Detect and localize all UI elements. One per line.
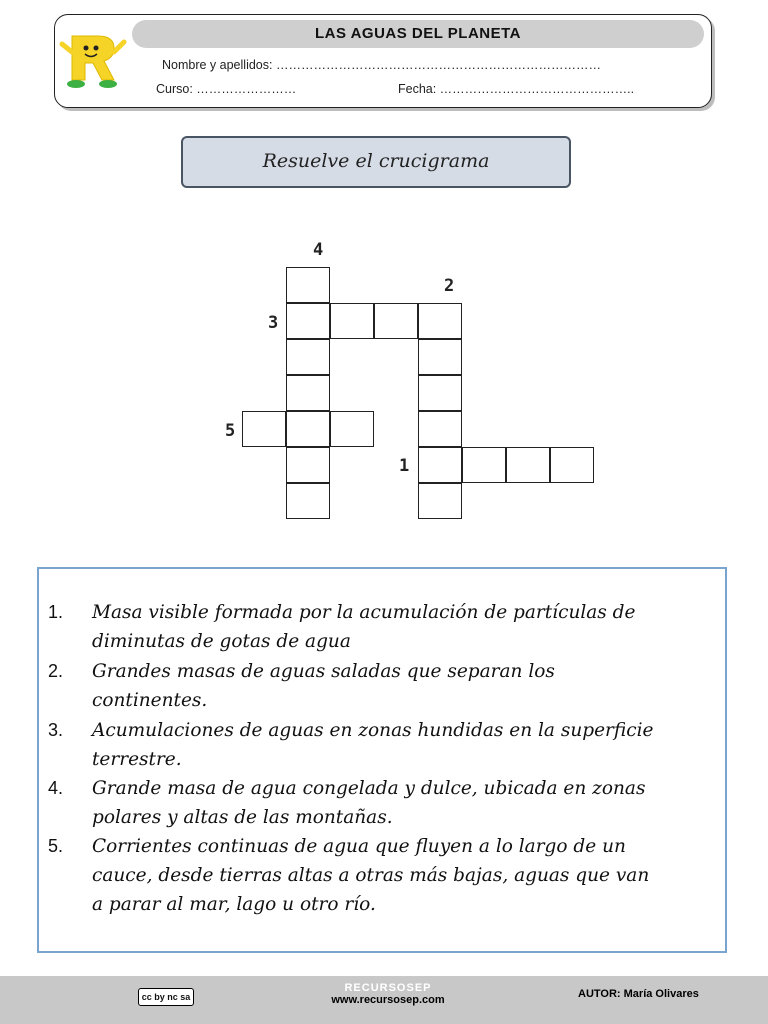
clue-number-4: 4 <box>313 240 324 260</box>
clue-item-text: Grandes masas de aguas saladas que separan los <box>92 661 555 682</box>
crossword-cell[interactable] <box>330 303 374 339</box>
clue-number-5: 5 <box>225 421 236 441</box>
clue-item-number: 5. <box>48 836 64 856</box>
clue-item-text: Grande masa de agua congelada y dulce, ubicada en zonas <box>92 778 646 799</box>
footer-author: AUTOR: María Olivares <box>578 988 699 1000</box>
clue-item-text: Masa visible formada por la acumulación de partículas de <box>92 602 636 623</box>
crossword-cell[interactable] <box>286 303 330 339</box>
crossword-cell[interactable] <box>418 303 462 339</box>
clue-item-3 <box>48 716 718 774</box>
clue-item-text: Acumulaciones de aguas en zonas hundidas en la superficie <box>92 720 654 741</box>
clue-number-2: 2 <box>444 276 455 296</box>
crossword-cell[interactable] <box>286 411 330 447</box>
crossword-cell[interactable] <box>418 447 462 483</box>
crossword-cell[interactable] <box>286 267 330 303</box>
clue-item-number: 1. <box>48 602 64 622</box>
clue-number-3: 3 <box>268 313 279 333</box>
clue-item-text: terrestre. <box>92 749 182 770</box>
crossword-cell[interactable] <box>550 447 594 483</box>
crossword-cell[interactable] <box>462 447 506 483</box>
clue-item-text: cauce, desde tierras altas a otras más bajas, aguas que van <box>92 865 650 886</box>
crossword-cell[interactable] <box>418 411 462 447</box>
clue-item-text: a parar al mar, lago u otro río. <box>92 894 376 915</box>
crossword-cell[interactable] <box>286 447 330 483</box>
worksheet-title: LAS AGUAS DEL PLANETA <box>132 20 704 48</box>
crossword-cell[interactable] <box>286 483 330 519</box>
course-field[interactable]: Curso: …………………… <box>156 82 297 96</box>
clue-item-number: 2. <box>48 661 64 681</box>
name-field[interactable]: Nombre y apellidos: …………………………………………………………………… <box>162 58 601 72</box>
crossword-cell[interactable] <box>330 411 374 447</box>
crossword-cell[interactable] <box>418 483 462 519</box>
crossword-cell[interactable] <box>242 411 286 447</box>
crossword-cell[interactable] <box>286 375 330 411</box>
clue-item-4 <box>48 774 718 832</box>
footer-url-link[interactable]: www.recursosep.com <box>331 994 445 1006</box>
crossword-cell[interactable] <box>418 339 462 375</box>
crossword-cell[interactable] <box>418 375 462 411</box>
crossword-cell[interactable] <box>506 447 550 483</box>
crossword-cell[interactable] <box>374 303 418 339</box>
date-field[interactable]: Fecha: ……………………………………….. <box>398 82 635 96</box>
clue-item-number: 3. <box>48 720 64 740</box>
clue-item-1 <box>48 598 718 656</box>
clue-item-text: polares y altas de las montañas. <box>92 807 393 828</box>
instruction-banner: Resuelve el crucigrama <box>181 136 571 188</box>
cc-license-icon: cc by nc sa <box>138 988 194 1006</box>
clue-item-number: 4. <box>48 778 64 798</box>
footer-brand: RECURSOSEP <box>344 982 432 994</box>
clue-item-text: continentes. <box>92 690 208 711</box>
clue-number-1: 1 <box>399 456 410 476</box>
letter-r-mascot-icon <box>58 30 128 92</box>
clue-item-5 <box>48 832 718 919</box>
clue-item-text: Corrientes continuas de agua que fluyen a lo largo de un <box>92 836 626 857</box>
clue-item-text: diminutas de gotas de agua <box>92 631 351 652</box>
clue-item-2 <box>48 657 718 715</box>
crossword-cell[interactable] <box>286 339 330 375</box>
